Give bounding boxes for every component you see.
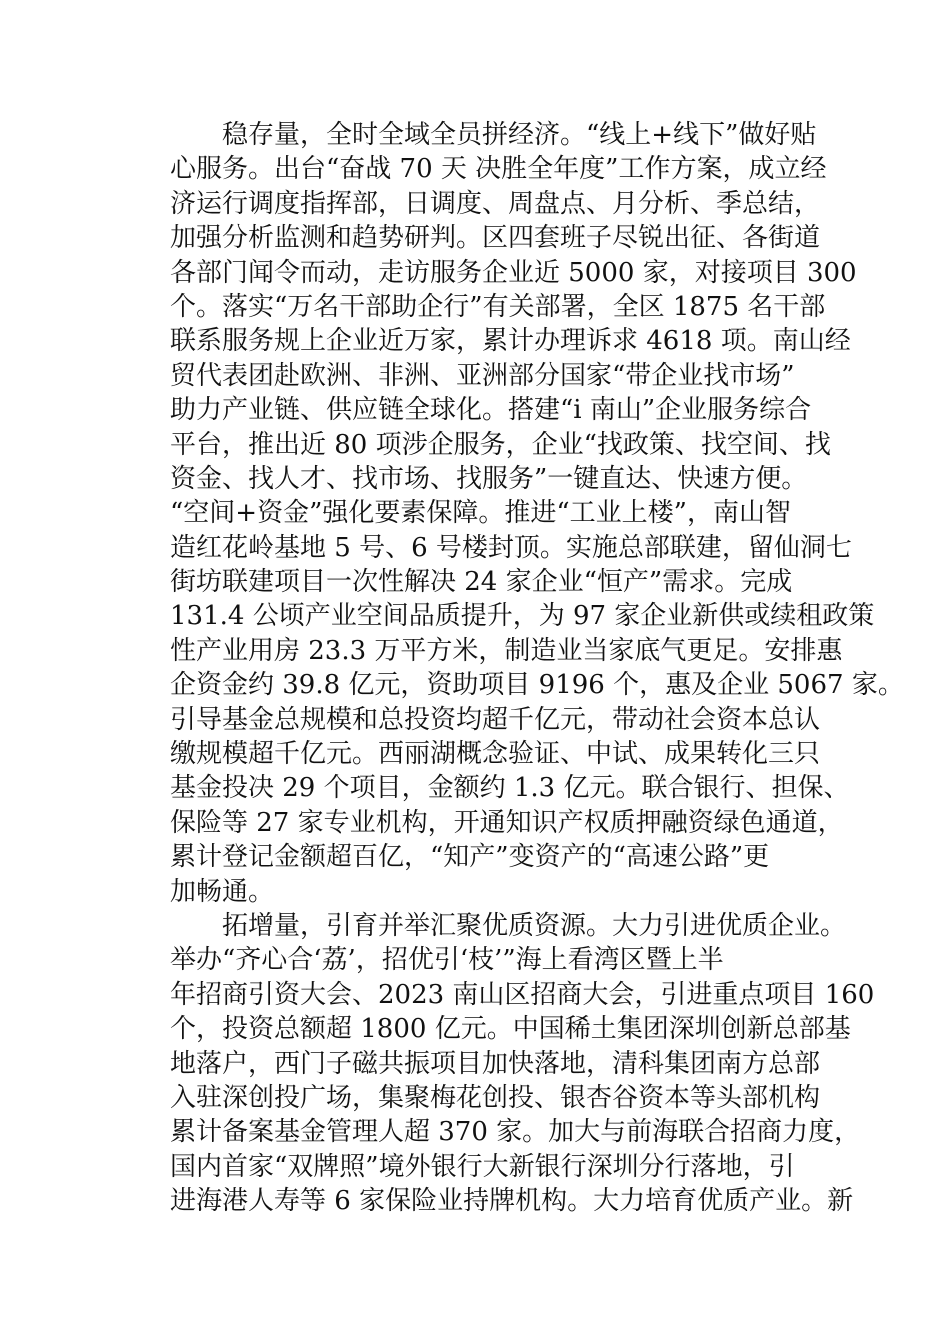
text-line: 加畅通。 <box>170 876 275 907</box>
text-line: 个。落实“万名干部助企行”有关部署，全区 1875 名干部 <box>170 291 826 322</box>
text-line: 性产业用房 23.3 万平方米，制造业当家底气更足。安排惠 <box>170 635 843 666</box>
text-line: 地落户，西门子磁共振项目加快落地，清科集团南方总部 <box>170 1048 821 1079</box>
text-line: 缴规模超千亿元。西丽湖概念验证、中试、成果转化三只 <box>170 739 821 770</box>
text-line: 保险等 27 家专业机构，开通知识产权质押融资绿色通道， <box>170 807 844 838</box>
text-line: 资金、找人才、找市场、找服务”一键直达、快速方便。 <box>170 463 808 494</box>
text-line: 基金投决 29 个项目，金额约 1.3 亿元。联合银行、担保、 <box>170 773 850 804</box>
text-line: 举办“齐心合‘荔’，招优引‘枝’”海上看湾区暨上半 <box>170 945 724 976</box>
text-line: 街坊联建项目一次性解决 24 家企业“恒产”需求。完成 <box>170 567 793 598</box>
body-text <box>170 118 904 1219</box>
text-line: 心服务。出台“奋战 70 天 决胜全年度”工作方案，成立经 <box>170 154 827 185</box>
text-line: 稳存量，全时全域全员拼经济。“线上+线下”做好贴 <box>170 120 817 150</box>
text-line: 引导基金总规模和总投资均超千亿元，带动社会资本总认 <box>170 704 821 735</box>
text-line: 贸代表团赴欧洲、非洲、亚洲部分国家“带企业找市场” <box>170 360 795 391</box>
text-line: 累计备案基金管理人超 370 家。加大与前海联合招商力度， <box>170 1117 861 1148</box>
text-line: 个，投资总额超 1800 亿元。中国稀土集团深圳创新总部基 <box>170 1014 851 1045</box>
text-line: 造红花岭基地 5 号、6 号楼封顶。实施总部联建，留仙洞七 <box>170 532 852 563</box>
text-line: 平台，推出近 80 项涉企服务，企业“找政策、找空间、找 <box>170 429 831 460</box>
text-line: 各部门闻令而动，走访服务企业近 5000 家，对接项目 300 <box>170 257 857 288</box>
text-line: “空间+资金”强化要素保障。推进“工业上楼”，南山智 <box>170 498 791 529</box>
text-line: 联系服务规上企业近万家，累计办理诉求 4618 项。南山经 <box>170 326 851 357</box>
text-line: 入驻深创投广场，集聚梅花创投、银杏谷资本等头部机构 <box>170 1082 821 1113</box>
text-line: 加强分析监测和趋势研判。区四套班子尽锐出征、各街道 <box>170 223 821 254</box>
text-line: 131.4 公顷产业空间品质提升，为 97 家企业新供或续租政策 <box>170 601 875 632</box>
text-line: 拓增量，引育并举汇聚优质资源。大力引进优质企业。 <box>170 910 847 941</box>
text-line: 年招商引资大会、2023 南山区招商大会，引进重点项目 160 <box>170 979 875 1010</box>
text-line: 累计登记金额超百亿，“知产”变资产的“高速公路”更 <box>170 842 770 873</box>
text-line: 济运行调度指挥部，日调度、周盘点、月分析、季总结， <box>170 188 821 219</box>
text-line: 进海港人寿等 6 家保险业持牌机构。大力培育优质产业。新 <box>170 1186 854 1217</box>
text-line: 企资金约 39.8 亿元，资助项目 9196 个，惠及企业 5067 家。 <box>170 670 904 701</box>
text-line: 国内首家“双牌照”境外银行大新银行深圳分行落地，引 <box>170 1151 795 1182</box>
text-line: 助力产业链、供应链全球化。搭建“i 南山”企业服务综合 <box>170 395 812 426</box>
